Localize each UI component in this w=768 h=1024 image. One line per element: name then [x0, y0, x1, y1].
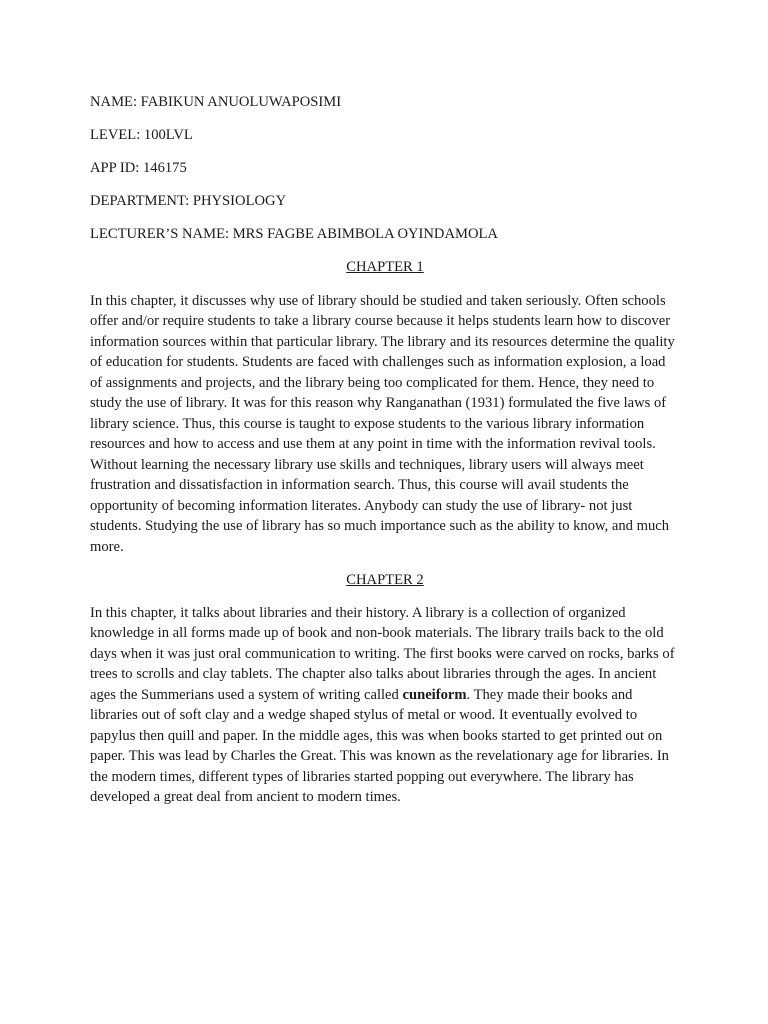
chapter-2-text-end: . They made their books and libraries out of soft clay and a wedge shaped stylus of metal or wood. It eventually evolved to papylus then quill and paper. In the middle ages, this was when books started to get printed out on paper. This was lead by Charles the Great. This was known as the revelationary age for libraries. In the modern times, different types of libraries started popping out everywhere. The library has developed a great deal from ancient to modern times. [90, 686, 669, 806]
student-level: LEVEL: 100LVL [90, 127, 193, 144]
chapter-2-heading: CHAPTER 2 [346, 571, 424, 588]
document-page [90, 92, 680, 820]
student-name: NAME: FABIKUN ANUOLUWAPOSIMI [90, 94, 342, 110]
chapter-1-paragraph: In this chapter, it discusses why use of library should be studied and taken seriously. Often schools offer and/or require students to take a library course because it helps students learn how to discover information sources within that particular library. The library and its resources determine the quality of education for students. Students are faced with challenges such as information explosion, a load of assignments and projects, and the library being too complicated for them. Hence, they need to study the use of library. It was for this reason why Ranganathan (1931) formulated the five laws of library science. Thus, this course is taught to expose students to the various library information resources and how to access and use them at any point in time with the information revival tools. Without learning the necessary library use skills and techniques, library users will always meet frustration and dissatisfaction in information search. Thus, this course will avail students the opportunity of becoming information literates. Anybody can study the use of library- not just students. Studying the use of library has so much importance such as the ability to know, and much more. [90, 292, 675, 555]
chapter-2-paragraph [90, 603, 680, 808]
chapter-2-text-start: In this chapter, it talks about libraries and their history. A library is a collection of organized knowledge in all forms made up of book and non-book materials. The library trails back to the old days when it was just oral communication to writing. The first books were carved on rocks, barks of trees to scrolls and clay tablets. The chapter also talks about libraries through the ages. In ancient ages the Summerians used a system of writing called [90, 604, 675, 703]
department: DEPARTMENT: PHYSIOLOGY [90, 193, 287, 210]
app-id: APP ID: 146175 [90, 160, 187, 177]
cuneiform-bold-term: cuneiform [402, 686, 467, 703]
lecturer-name: LECTURER’S NAME: MRS FAGBE ABIMBOLA OYINDAMOLA [90, 226, 498, 243]
chapter-1-heading: CHAPTER 1 [346, 259, 424, 276]
